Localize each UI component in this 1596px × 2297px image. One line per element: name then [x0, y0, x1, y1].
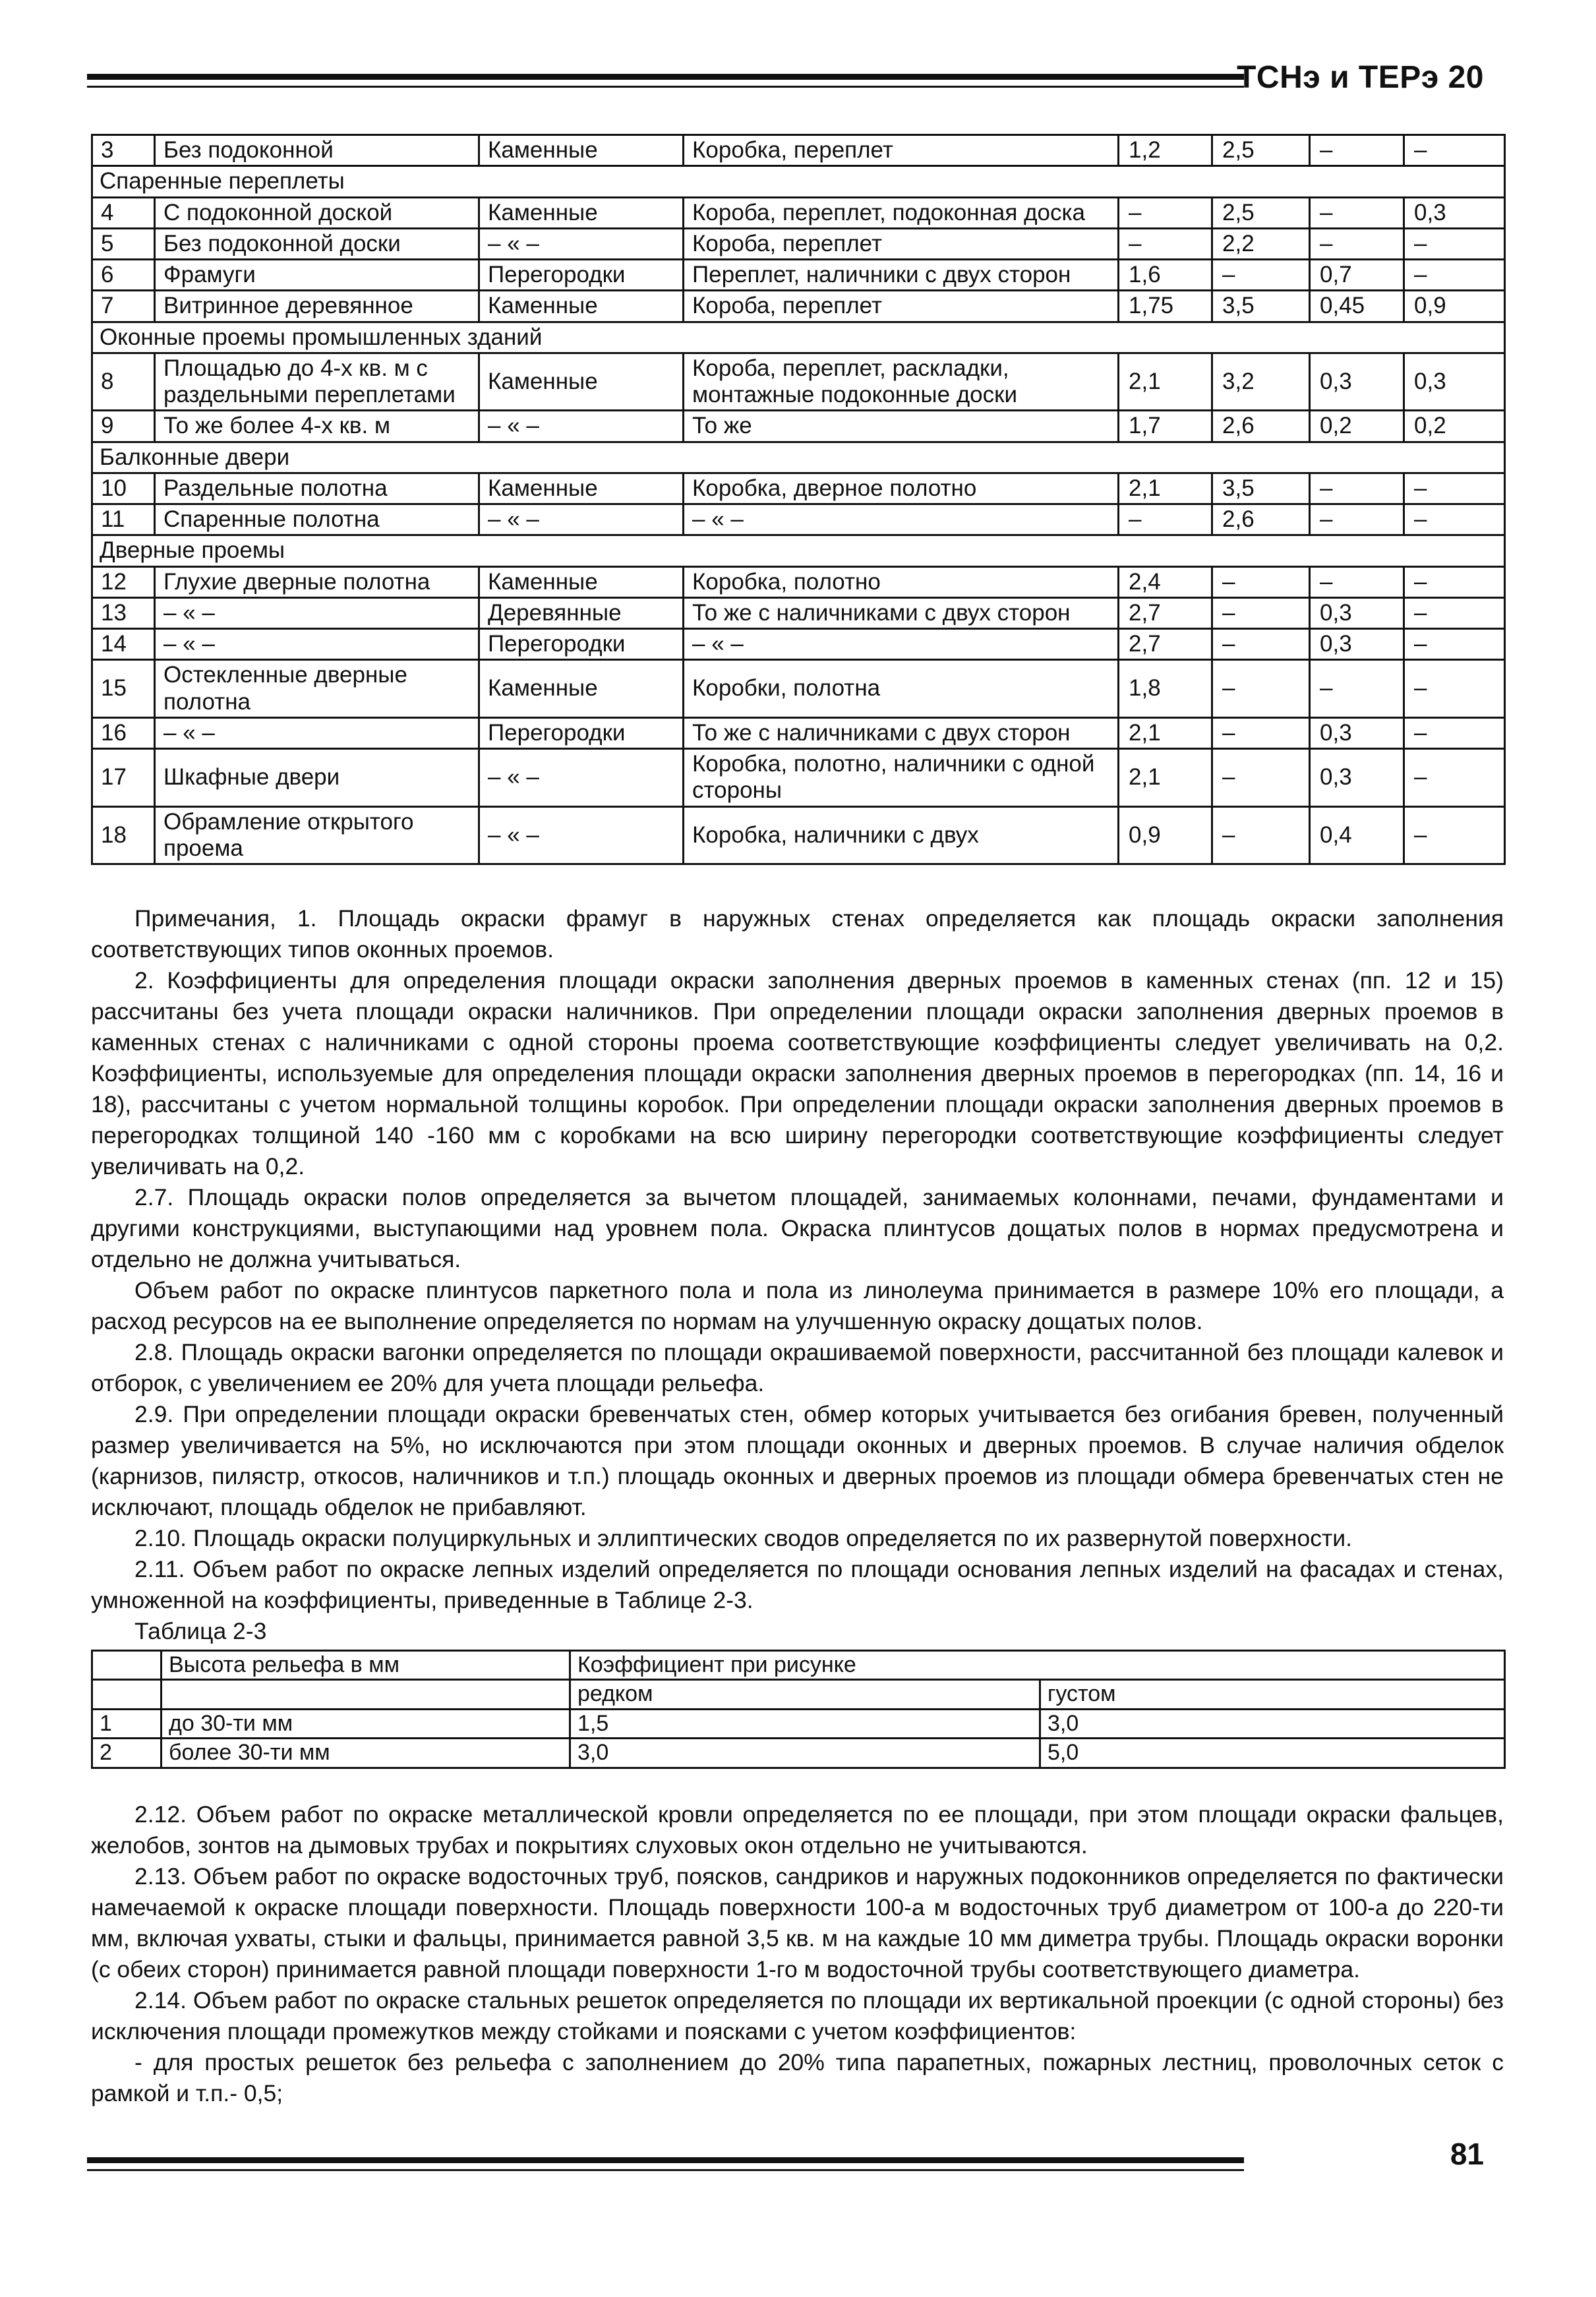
- coef-4: –: [1404, 749, 1505, 807]
- row-number: 4: [92, 197, 155, 228]
- coef-1: –: [1119, 197, 1212, 228]
- table-row: [92, 566, 1505, 597]
- elements-painted: То же: [684, 411, 1119, 442]
- coef-1: 0,9: [1119, 806, 1212, 864]
- table-row: [92, 629, 1505, 660]
- elements-painted: То же с наличниками с двух сторон: [684, 717, 1119, 748]
- table-row: [92, 353, 1505, 411]
- element-name: – « –: [155, 597, 479, 628]
- coef-4: –: [1404, 717, 1505, 748]
- table-2-3-label: Таблица 2-3: [134, 1618, 267, 1644]
- table-row: [92, 660, 1505, 718]
- note-paragraph: 2.13. Объем работ по окраске водосточных труб, поясков, сандриков и наружных подоконников определяется по фактически намечаемой к окраске площади поверхности. Площадь поверхности 100-а м водосточных труб диаметром от 100-а до 220-ти мм, включая ухваты, стыки и фальцы, принимается равной 3,5 кв. м на каждые 10 мм диметра трубы. Площадь окраски воронки (с обеих сторон) принимается равной площади поверхности 1-го м водосточной трубы соответствующего диаметра.: [91, 1863, 1504, 1983]
- row-number: 8: [92, 353, 155, 411]
- element-name: Обрамление открытого проема: [155, 806, 479, 864]
- note-paragraph: 2.10. Площадь окраски полуциркульных и эллиптических сводов определяется по их развернутой поверхности.: [134, 1525, 1352, 1551]
- coef-3: 0,4: [1310, 806, 1404, 864]
- table-2-3-height: более 30-ти мм: [162, 1739, 570, 1768]
- table-row: [92, 197, 1505, 228]
- element-name: Фрамуги: [155, 260, 479, 291]
- elements-painted: Коробки, полотна: [684, 660, 1119, 718]
- coef-1: –: [1119, 504, 1212, 535]
- coef-1: 2,1: [1119, 717, 1212, 748]
- element-name: Остекленные дверные полотна: [155, 660, 479, 718]
- elements-painted: – « –: [684, 629, 1119, 660]
- elements-painted: – « –: [684, 504, 1119, 535]
- elements-painted: Переплет, наличники с двух сторон: [684, 260, 1119, 291]
- wall-type: Перегородки: [479, 260, 684, 291]
- table-2-3-rare: 1,5: [570, 1709, 1040, 1738]
- coef-2: 3,5: [1212, 473, 1310, 504]
- table-row: [92, 749, 1505, 807]
- table-2-3-num: 1: [92, 1709, 162, 1738]
- coef-4: 0,3: [1404, 197, 1505, 228]
- row-number: 10: [92, 473, 155, 504]
- header-rule: [87, 74, 1244, 88]
- coef-3: –: [1310, 504, 1404, 535]
- row-number: 7: [92, 291, 155, 322]
- row-number: 18: [92, 806, 155, 864]
- coef-3: –: [1310, 228, 1404, 259]
- coef-1: 1,6: [1119, 260, 1212, 291]
- coef-1: 2,1: [1119, 749, 1212, 807]
- coef-4: –: [1404, 660, 1505, 718]
- element-name: Спаренные полотна: [155, 504, 479, 535]
- coef-2: 2,6: [1212, 411, 1310, 442]
- coef-2: 3,5: [1212, 291, 1310, 322]
- table-row: [92, 411, 1505, 442]
- table-row: [92, 291, 1505, 322]
- note-paragraph: - для простых решеток без рельефа с заполнением до 20% типа парапетных, пожарных лестниц, проволочных сеток с рамкой и т.п.- 0,5;: [91, 2048, 1504, 2106]
- elements-painted: Коробка, полотно: [684, 566, 1119, 597]
- table-row: [92, 504, 1505, 535]
- element-name: Площадью до 4-х кв. м с раздельными переплетами: [155, 353, 479, 411]
- coef-4: –: [1404, 228, 1505, 259]
- elements-painted: Короба, переплет: [684, 291, 1119, 322]
- coef-3: 0,7: [1310, 260, 1404, 291]
- coef-3: 0,3: [1310, 597, 1404, 628]
- row-number: 16: [92, 717, 155, 748]
- section-title: Спаренные переплеты: [92, 166, 1505, 197]
- coef-2: 2,5: [1212, 135, 1310, 166]
- elements-painted: Короба, переплет, подоконная доска: [684, 197, 1119, 228]
- table-row: [92, 717, 1505, 748]
- note-paragraph: 2.12. Объем работ по окраске металлической кровли определяется по ее площади, при этом площади окраски фальцев, желобов, зонтов на дымовых трубах и покрытиях слуховых окон отдельно не учитываются.: [91, 1801, 1504, 1859]
- coef-4: –: [1404, 473, 1505, 504]
- coef-1: 1,7: [1119, 411, 1212, 442]
- footer-rule: [87, 2157, 1244, 2171]
- table-row: [92, 260, 1505, 291]
- note-paragraph: 2.7. Площадь окраски полов определяется за вычетом площадей, занимаемых колоннами, печами, фундаментами и другими конструкциями, выступающими над уровнем пола. Окраска плинтусов дощатых полов в нормах предусмотрена и отдельно не должна учитываться.: [91, 1184, 1504, 1272]
- wall-type: Каменные: [479, 291, 684, 322]
- coef-2: –: [1212, 260, 1310, 291]
- table-2-3-rare: 3,0: [570, 1739, 1040, 1768]
- table-2-3-dense: 5,0: [1040, 1739, 1505, 1768]
- wall-type: – « –: [479, 411, 684, 442]
- coef-3: –: [1310, 135, 1404, 166]
- coef-4: 0,9: [1404, 291, 1505, 322]
- coef-3: 0,3: [1310, 353, 1404, 411]
- coef-2: –: [1212, 566, 1310, 597]
- coef-1: 1,2: [1119, 135, 1212, 166]
- wall-type: Деревянные: [479, 597, 684, 628]
- table-2-3-sub-dense: густом: [1040, 1680, 1505, 1709]
- row-number: 15: [92, 660, 155, 718]
- element-name: С подоконной доской: [155, 197, 479, 228]
- row-number: 9: [92, 411, 155, 442]
- page-number: 81: [1450, 2137, 1484, 2171]
- coef-4: –: [1404, 566, 1505, 597]
- row-number: 13: [92, 597, 155, 628]
- element-name: Витринное деревянное: [155, 291, 479, 322]
- table-2-3-blank: [92, 1680, 162, 1709]
- coef-3: 0,2: [1310, 411, 1404, 442]
- element-name: Глухие дверные полотна: [155, 566, 479, 597]
- coef-3: 0,3: [1310, 749, 1404, 807]
- wall-type: Каменные: [479, 197, 684, 228]
- wall-type: – « –: [479, 806, 684, 864]
- section-row: [92, 442, 1505, 473]
- table-row: [92, 473, 1505, 504]
- table-row: [92, 135, 1505, 166]
- element-name: То же более 4-х кв. м: [155, 411, 479, 442]
- section-title: Дверные проемы: [92, 535, 1505, 566]
- coef-2: –: [1212, 597, 1310, 628]
- note-paragraph: 2.8. Площадь окраски вагонки определяется по площади окрашиваемой поверхности, рассчитанной без площади калевок и отборок, с увеличением ее 20% для учета площади рельефа.: [91, 1339, 1504, 1396]
- coef-2: 2,6: [1212, 504, 1310, 535]
- elements-painted: Коробка, переплет: [684, 135, 1119, 166]
- table-row: [92, 228, 1505, 259]
- table-row: [92, 1709, 1505, 1738]
- wall-type: Каменные: [479, 353, 684, 411]
- coef-2: 2,5: [1212, 197, 1310, 228]
- table-2-3-blank: [162, 1680, 570, 1709]
- page-header-title: ТСНэ и ТЕРэ 20: [1237, 60, 1484, 95]
- wall-type: Перегородки: [479, 629, 684, 660]
- coef-1: 2,7: [1119, 629, 1212, 660]
- element-name: Без подоконной: [155, 135, 479, 166]
- coef-4: –: [1404, 504, 1505, 535]
- wall-type: Перегородки: [479, 717, 684, 748]
- coef-1: 1,75: [1119, 291, 1212, 322]
- wall-type: Каменные: [479, 473, 684, 504]
- row-number: 5: [92, 228, 155, 259]
- coef-2: –: [1212, 717, 1310, 748]
- element-name: – « –: [155, 717, 479, 748]
- elements-painted: Коробка, наличники с двух: [684, 806, 1119, 864]
- wall-type: Каменные: [479, 660, 684, 718]
- coef-4: –: [1404, 629, 1505, 660]
- elements-painted: Короба, переплет, раскладки, монтажные подоконные доски: [684, 353, 1119, 411]
- note-paragraph: 2. Коэффициенты для определения площади окраски заполнения дверных проемов в каменных стенах (пп. 12 и 15) рассчитаны без учета площади окраски наличников. При определении площади окраски заполнения дверных проемов в каменных стенах с наличниками с одной стороны проема соответствующие коэффициенты следует увеличивать на 0,2. Коэффициенты, используемые для определения площади окраски заполнения дверных проемов в перегородках (пп. 14, 16 и 18), рассчитаны с учетом нормальной толщины коробок. При определении площади окраски заполнения дверных проемов в перегородках толщиной 140 -160 мм с коробками на всю ширину перегородки соответствующие коэффициенты следует увеличивать на 0,2.: [91, 967, 1504, 1179]
- coef-3: 0,3: [1310, 717, 1404, 748]
- row-number: 14: [92, 629, 155, 660]
- coef-1: 2,1: [1119, 353, 1212, 411]
- row-number: 6: [92, 260, 155, 291]
- coef-3: –: [1310, 473, 1404, 504]
- wall-type: – « –: [479, 228, 684, 259]
- table-2-3-sub-rare: редком: [570, 1680, 1040, 1709]
- coef-3: 0,45: [1310, 291, 1404, 322]
- note-paragraph: Объем работ по окраске плинтусов паркетного пола и пола из линолеума принимается в размере 10% его площади, а расход ресурсов на ее выполнение определяется по нормам на улучшенную окраску дощатых полов.: [91, 1277, 1504, 1334]
- notes-section: [91, 903, 1504, 2109]
- coef-2: –: [1212, 749, 1310, 807]
- coef-2: –: [1212, 660, 1310, 718]
- note-paragraph: Примечания, 1. Площадь окраски фрамуг в наружных стенах определяется как площадь окраски заполнения соответствующих типов оконных проемов.: [91, 905, 1504, 963]
- coef-2: 3,2: [1212, 353, 1310, 411]
- row-number: 12: [92, 566, 155, 597]
- coef-4: –: [1404, 597, 1505, 628]
- element-name: – « –: [155, 629, 479, 660]
- table-2-3-num: 2: [92, 1739, 162, 1768]
- table-2-3-height: до 30-ти мм: [162, 1709, 570, 1738]
- section-title: Балконные двери: [92, 442, 1505, 473]
- section-row: [92, 322, 1505, 353]
- coef-3: –: [1310, 197, 1404, 228]
- row-number: 3: [92, 135, 155, 166]
- table-2-3-header-coef: Коэффициент при рисунке: [570, 1651, 1505, 1680]
- wall-type: Каменные: [479, 566, 684, 597]
- table-row: [92, 806, 1505, 864]
- wall-type: – « –: [479, 504, 684, 535]
- coef-2: –: [1212, 629, 1310, 660]
- row-number: 11: [92, 504, 155, 535]
- coefficients-table: [91, 134, 1506, 865]
- note-paragraph: 2.14. Объем работ по окраске стальных решеток определяется по площади их вертикальной проекции (с одной стороны) без исключения площади промежутков между стойками и поясками с учетом коэффициентов:: [91, 1986, 1504, 2044]
- coef-2: 2,2: [1212, 228, 1310, 259]
- table-2-3: [91, 1650, 1506, 1769]
- elements-painted: Коробка, дверное полотно: [684, 473, 1119, 504]
- section-title: Оконные проемы промышленных зданий: [92, 322, 1505, 353]
- coef-3: 0,3: [1310, 629, 1404, 660]
- elements-painted: То же с наличниками с двух сторон: [684, 597, 1119, 628]
- section-row: [92, 166, 1505, 197]
- coef-4: –: [1404, 806, 1505, 864]
- coef-2: –: [1212, 806, 1310, 864]
- coef-1: 2,4: [1119, 566, 1212, 597]
- wall-type: Каменные: [479, 135, 684, 166]
- element-name: Шкафные двери: [155, 749, 479, 807]
- note-paragraph: 2.11. Объем работ по окраске лепных изделий определяется по площади основания лепных изделий на фасадах и стенах, умноженной на коэффициенты, приведенные в Таблице 2-3.: [91, 1556, 1504, 1613]
- note-paragraph: 2.9. При определении площади окраски бревенчатых стен, обмер которых учитывается без огибания бревен, полученный размер увеличивается на 5%, но исключаются при этом площади оконных и дверных проемов. В случае наличия обделок (карнизов, пилястр, откосов, наличников и т.п.) площадь оконных и дверных проемов из площади обмера бревенчатых стен не исключают, площадь обделок не прибавляют.: [91, 1401, 1504, 1520]
- coef-1: 1,8: [1119, 660, 1212, 718]
- coef-4: –: [1404, 135, 1505, 166]
- table-2-3-dense: 3,0: [1040, 1709, 1505, 1738]
- element-name: Раздельные полотна: [155, 473, 479, 504]
- row-number: 17: [92, 749, 155, 807]
- wall-type: – « –: [479, 749, 684, 807]
- coef-4: –: [1404, 260, 1505, 291]
- element-name: Без подоконной доски: [155, 228, 479, 259]
- table-row: [92, 597, 1505, 628]
- coef-4: 0,3: [1404, 353, 1505, 411]
- elements-painted: Короба, переплет: [684, 228, 1119, 259]
- elements-painted: Коробка, полотно, наличники с одной стороны: [684, 749, 1119, 807]
- table-2-3-corner: [92, 1651, 162, 1680]
- coef-1: 2,7: [1119, 597, 1212, 628]
- coef-4: 0,2: [1404, 411, 1505, 442]
- coef-1: –: [1119, 228, 1212, 259]
- table-2-3-header-height: Высота рельефа в мм: [162, 1651, 570, 1680]
- coef-3: –: [1310, 660, 1404, 718]
- section-row: [92, 535, 1505, 566]
- coef-1: 2,1: [1119, 473, 1212, 504]
- table-row: [92, 1739, 1505, 1768]
- coef-3: –: [1310, 566, 1404, 597]
